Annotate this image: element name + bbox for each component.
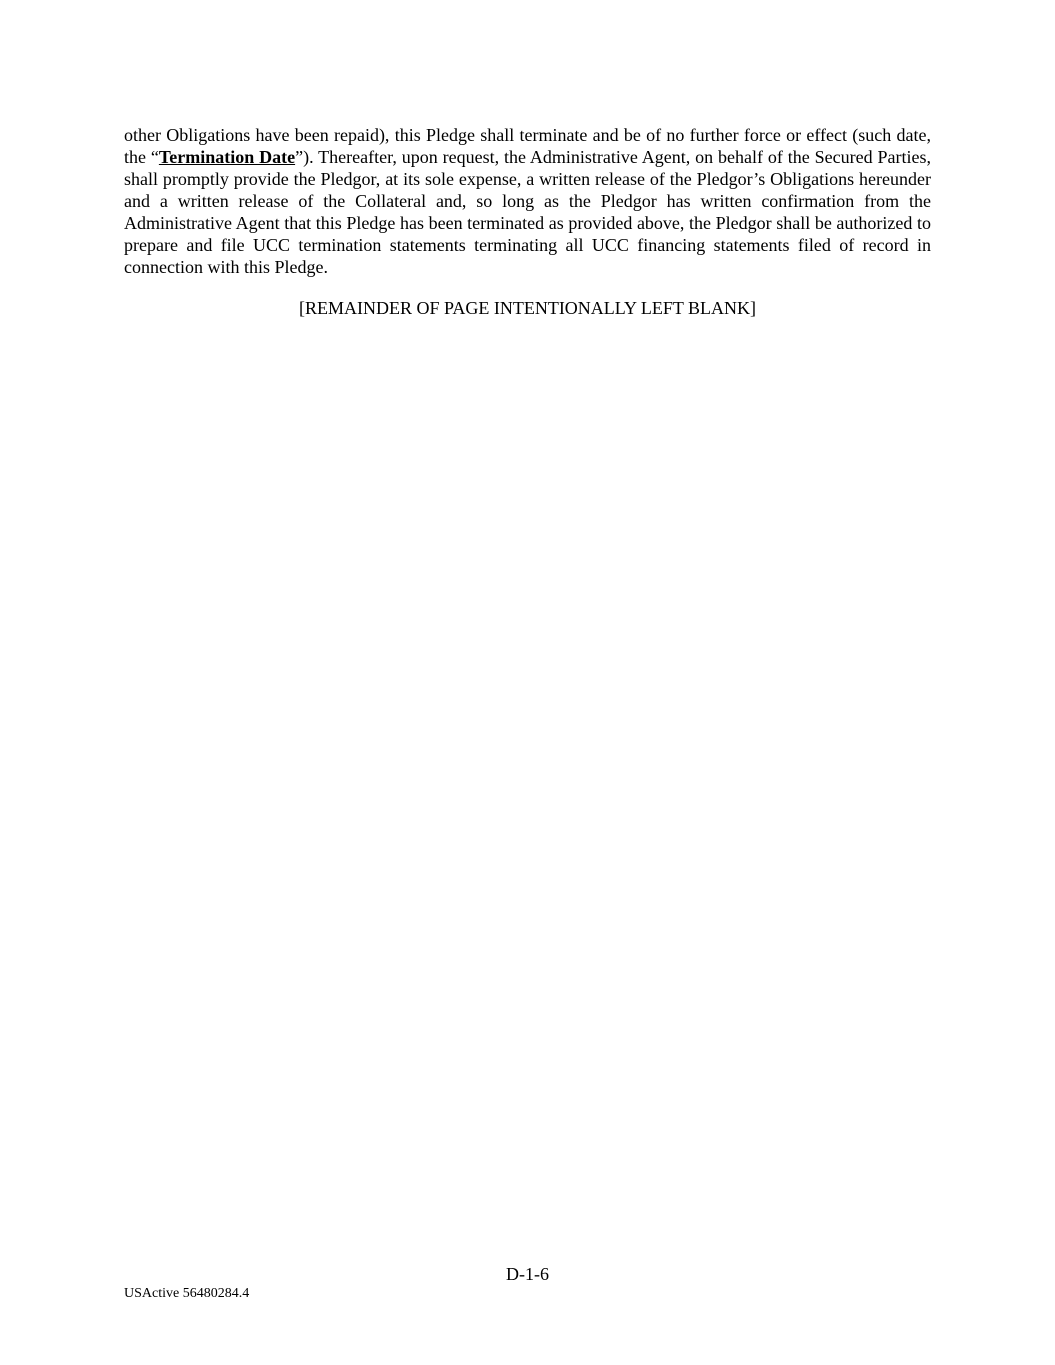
defined-term-termination-date: Termination Date [158, 147, 296, 167]
paragraph-text-start: other Obligations have been repaid), this Pledge shall terminate and be of no further force or effect (such date, the “ [124, 125, 931, 167]
document-id: USActive 56480284.4 [124, 1286, 250, 1301]
remainder-blank-notice: [REMAINDER OF PAGE INTENTIONALLY LEFT BLANK] [298, 298, 756, 318]
body-paragraph [124, 124, 931, 278]
page-number: D-1-6 [506, 1264, 549, 1284]
paragraph-text-end: ”). Thereafter, upon request, the Administrative Agent, on behalf of the Secured Parties, shall promptly provide the Pledgor, at its sole expense, a written release of the Pledgor’s Obligations hereunder and a written release of the Collateral and, so long as the Pledgor has written confirmation from the Administrative Agent that this Pledge has been terminated as provided above, the Pledgor shall be authorized to prepare and file UCC termination statements terminating all UCC financing statements filed of record in connection with this Pledge. [124, 147, 932, 277]
